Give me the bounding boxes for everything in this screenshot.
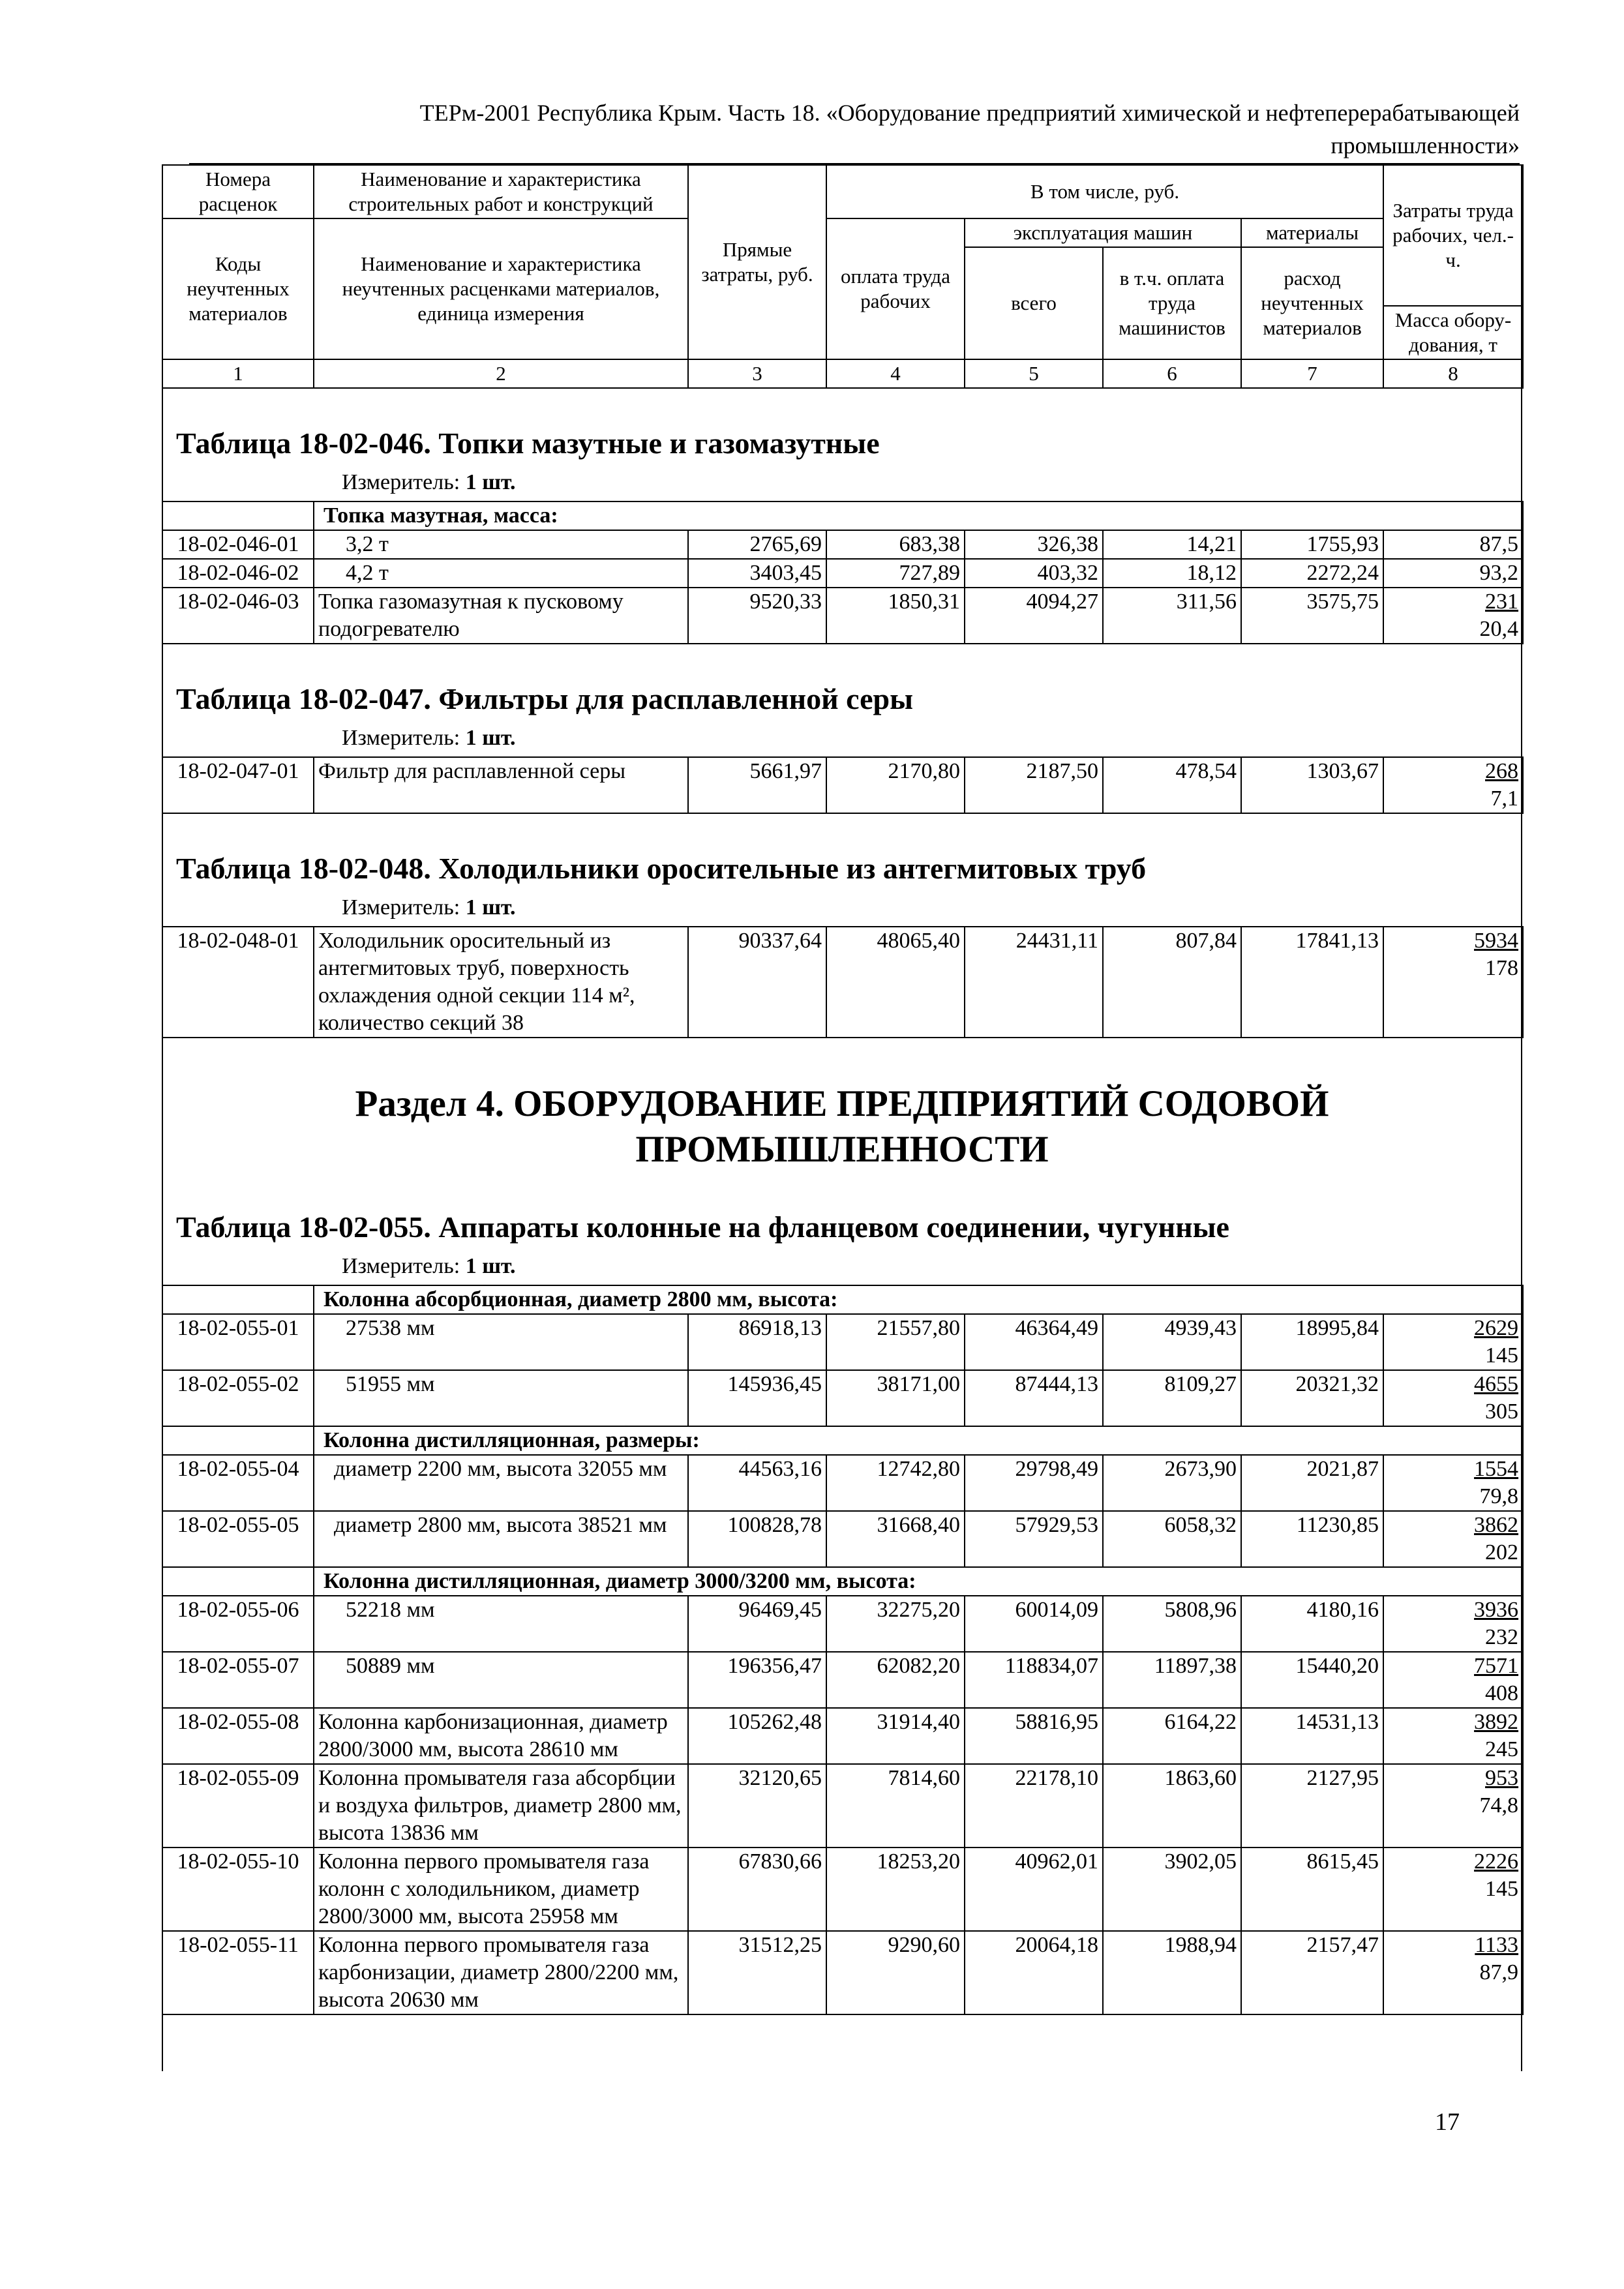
material-consumption: 11230,85 [1241, 1511, 1383, 1567]
row-name: 51955 мм [314, 1370, 688, 1426]
direct-costs: 5661,97 [688, 757, 826, 813]
hdr-labor-hours: Затраты труда рабочих, чел.-ч. [1383, 165, 1523, 306]
machines-total: 118834,07 [965, 1652, 1103, 1708]
table-row [162, 588, 1523, 644]
row-name: диаметр 2200 мм, высота 32055 мм [314, 1455, 688, 1511]
rows-055-c [162, 1596, 1523, 1708]
machines-total: 20064,18 [965, 1931, 1103, 2014]
labor-hours-mass [1383, 757, 1523, 813]
data-table-046 [162, 501, 1524, 644]
labor-hours: 2629 [1474, 1316, 1519, 1340]
table-row [162, 1708, 1523, 1764]
operator-pay: 5808,96 [1103, 1596, 1241, 1652]
equipment-mass: 145 [1485, 1343, 1519, 1368]
row-name: диаметр 2800 мм, высота 38521 мм [314, 1511, 688, 1567]
labor-hours-mass [1383, 1708, 1523, 1764]
hdr-colnum-7: 7 [1241, 359, 1383, 388]
material-consumption: 1755,93 [1241, 530, 1383, 559]
material-consumption: 20321,32 [1241, 1370, 1383, 1426]
machines-total: 24431,11 [965, 927, 1103, 1038]
hdr-colnum-3: 3 [688, 359, 826, 388]
worker-pay: 1850,31 [826, 588, 965, 644]
hdr-work-name: Наименование и характеристика строительных работ и конструкций [314, 165, 688, 218]
group-row: Колонна абсорбционная, диаметр 2800 мм, высота: [314, 1285, 1523, 1314]
worker-pay: 31668,40 [826, 1511, 965, 1567]
document-body [162, 164, 1522, 2015]
material-consumption: 8615,45 [1241, 1848, 1383, 1931]
equipment-mass: 7,1 [1490, 786, 1518, 811]
hdr-equipment-mass: Масса обору-дования, т [1383, 306, 1523, 359]
measure-048 [162, 888, 1522, 926]
rate-code: 18-02-046-02 [162, 559, 314, 588]
table-row [162, 927, 1523, 1038]
measure-046 [162, 463, 1522, 501]
equipment-mass: 305 [1485, 1399, 1519, 1424]
machines-total: 403,32 [965, 559, 1103, 588]
machines-total: 46364,49 [965, 1314, 1103, 1370]
material-consumption: 2272,24 [1241, 559, 1383, 588]
machines-total: 2187,50 [965, 757, 1103, 813]
labor-hours-mass [1383, 559, 1523, 588]
labor-hours-mass [1383, 1596, 1523, 1652]
table-row [162, 1596, 1523, 1652]
rate-code: 18-02-048-01 [162, 927, 314, 1038]
material-consumption: 18995,84 [1241, 1314, 1383, 1370]
machines-total: 58816,95 [965, 1708, 1103, 1764]
labor-hours-mass [1383, 588, 1523, 644]
machines-total: 57929,53 [965, 1511, 1103, 1567]
material-consumption: 3575,75 [1241, 588, 1383, 644]
worker-pay: 48065,40 [826, 927, 965, 1038]
labor-hours-mass [1383, 1764, 1523, 1848]
labor-hours-mass [1383, 1314, 1523, 1370]
row-name: 4,2 т [314, 559, 688, 588]
measure-label: Измеритель: [342, 470, 460, 494]
hdr-materials: материалы [1241, 218, 1383, 247]
hdr-operator-pay: в т.ч. оплата труда машинистов [1103, 247, 1241, 359]
worker-pay: 31914,40 [826, 1708, 965, 1764]
labor-hours-mass [1383, 1455, 1523, 1511]
measure-value: 1 шт. [465, 895, 516, 920]
operator-pay: 6058,32 [1103, 1511, 1241, 1567]
measure-label: Измеритель: [342, 895, 460, 920]
labor-hours: 93,2 [1479, 561, 1519, 585]
table-row [162, 1764, 1523, 1848]
labor-hours: 3936 [1474, 1598, 1519, 1622]
hdr-including: В том числе, руб. [826, 165, 1383, 218]
rows-055-d [162, 1708, 1523, 2014]
operator-pay: 478,54 [1103, 757, 1241, 813]
table-row [162, 1652, 1523, 1708]
operator-pay: 2673,90 [1103, 1455, 1241, 1511]
group-row: Колонна дистилляционная, размеры: [314, 1426, 1523, 1455]
material-consumption: 2157,47 [1241, 1931, 1383, 2014]
equipment-mass: 79,8 [1479, 1484, 1519, 1508]
labor-hours: 4655 [1474, 1372, 1519, 1396]
labor-hours-mass [1383, 1652, 1523, 1708]
direct-costs: 196356,47 [688, 1652, 826, 1708]
table-row [162, 1511, 1523, 1567]
labor-hours: 7571 [1474, 1654, 1519, 1678]
operator-pay: 311,56 [1103, 588, 1241, 644]
direct-costs: 145936,45 [688, 1370, 826, 1426]
rows-055-b [162, 1455, 1523, 1567]
row-name: Топка газомазутная к пусковому подогревателю [314, 588, 688, 644]
measure-value: 1 шт. [465, 1254, 516, 1278]
equipment-mass: 87,9 [1479, 1960, 1519, 1984]
row-name: Колонна первого промывателя газа карбонизации, диаметр 2800/2200 мм, высота 20630 мм [314, 1931, 688, 2014]
material-consumption: 15440,20 [1241, 1652, 1383, 1708]
worker-pay: 32275,20 [826, 1596, 965, 1652]
hdr-material-name: Наименование и характеристика неучтенных расценками материалов, единица измерения [314, 218, 688, 359]
machines-total: 40962,01 [965, 1848, 1103, 1931]
hdr-colnum-4: 4 [826, 359, 965, 388]
hdr-direct-costs: Прямые затраты, руб. [688, 165, 826, 359]
labor-hours: 2226 [1474, 1849, 1519, 1874]
labor-hours: 953 [1485, 1766, 1519, 1790]
rows-048 [162, 927, 1523, 1038]
row-name: Колонна карбонизационная, диаметр 2800/3000 мм, высота 28610 мм [314, 1708, 688, 1764]
labor-hours: 231 [1485, 590, 1519, 614]
machines-total: 22178,10 [965, 1764, 1103, 1848]
hdr-machine-operation: эксплуатация машин [965, 218, 1241, 247]
labor-hours: 3862 [1474, 1513, 1519, 1537]
labor-hours: 87,5 [1479, 532, 1519, 556]
data-table-048 [162, 926, 1524, 1038]
hdr-colnum-1: 1 [162, 359, 314, 388]
table-row [162, 530, 1523, 559]
rows-047 [162, 757, 1523, 813]
operator-pay: 807,84 [1103, 927, 1241, 1038]
machines-total: 29798,49 [965, 1455, 1103, 1511]
rate-code: 18-02-055-09 [162, 1764, 314, 1848]
direct-costs: 44563,16 [688, 1455, 826, 1511]
machines-total: 4094,27 [965, 588, 1103, 644]
column-header-table [162, 164, 1524, 389]
data-table-047 [162, 756, 1524, 814]
row-name: 3,2 т [314, 530, 688, 559]
page-number: 17 [1435, 2108, 1460, 2136]
worker-pay: 62082,20 [826, 1652, 965, 1708]
rate-code: 18-02-055-10 [162, 1848, 314, 1931]
operator-pay: 6164,22 [1103, 1708, 1241, 1764]
rate-code: 18-02-055-11 [162, 1931, 314, 2014]
rate-code: 18-02-055-05 [162, 1511, 314, 1567]
direct-costs: 32120,65 [688, 1764, 826, 1848]
material-consumption: 17841,13 [1241, 927, 1383, 1038]
material-consumption: 2127,95 [1241, 1764, 1383, 1848]
rate-code: 18-02-055-08 [162, 1708, 314, 1764]
table-title-048: Таблица 18-02-048. Холодильники оросительные из антегмитовых труб [176, 852, 1147, 885]
worker-pay: 727,89 [826, 559, 965, 588]
machines-total: 326,38 [965, 530, 1103, 559]
table-title-047: Таблица 18-02-047. Фильтры для расплавленной серы [176, 682, 914, 715]
direct-costs: 90337,64 [688, 927, 826, 1038]
section-title-line1: Раздел 4. ОБОРУДОВАНИЕ ПРЕДПРИЯТИЙ СОДОВОЙ [355, 1083, 1329, 1124]
rate-code: 18-02-055-02 [162, 1370, 314, 1426]
equipment-mass: 232 [1485, 1625, 1519, 1649]
measure-label: Измеритель: [342, 1254, 460, 1278]
row-name: Колонна промывателя газа абсорбции и воздуха фильтров, диаметр 2800 мм, высота 13836 мм [314, 1764, 688, 1848]
worker-pay: 2170,80 [826, 757, 965, 813]
operator-pay: 3902,05 [1103, 1848, 1241, 1931]
row-name: 52218 мм [314, 1596, 688, 1652]
hdr-rate-numbers: Номера расценок [162, 165, 314, 218]
measure-047 [162, 719, 1522, 756]
measure-value: 1 шт. [465, 470, 516, 494]
row-name: Колонна первого промывателя газа колонн с холодильником, диаметр 2800/3000 мм, высота 25958 мм [314, 1848, 688, 1931]
rate-code: 18-02-046-01 [162, 530, 314, 559]
table-row [162, 1848, 1523, 1931]
direct-costs: 67830,66 [688, 1848, 826, 1931]
rate-code: 18-02-046-03 [162, 588, 314, 644]
measure-055 [162, 1247, 1522, 1285]
labor-hours: 1133 [1475, 1933, 1519, 1957]
equipment-mass: 178 [1485, 956, 1518, 980]
measure-label: Измеритель: [342, 726, 460, 750]
worker-pay: 9290,60 [826, 1931, 965, 2014]
direct-costs: 31512,25 [688, 1931, 826, 2014]
material-consumption: 1303,67 [1241, 757, 1383, 813]
data-table-055 [162, 1285, 1524, 2015]
labor-hours-mass [1383, 1848, 1523, 1931]
table-title-046: Таблица 18-02-046. Топки мазутные и газомазутные [176, 426, 880, 460]
labor-hours: 1554 [1474, 1457, 1519, 1481]
direct-costs: 9520,33 [688, 588, 826, 644]
material-consumption: 2021,87 [1241, 1455, 1383, 1511]
row-name: Холодильник оросительный из антегмитовых труб, поверхность охлаждения одной секции 114 м², количество секций 38 [314, 927, 688, 1038]
rate-code: 18-02-055-01 [162, 1314, 314, 1370]
worker-pay: 21557,80 [826, 1314, 965, 1370]
labor-hours-mass [1383, 1370, 1523, 1426]
worker-pay: 683,38 [826, 530, 965, 559]
group-row: Топка мазутная, масса: [314, 501, 1523, 530]
hdr-colnum-5: 5 [965, 359, 1103, 388]
running-header-line2: промышленности» [1331, 132, 1520, 158]
rate-code: 18-02-055-04 [162, 1455, 314, 1511]
section-title-line2: ПРОМЫШЛЕННОСТИ [635, 1129, 1049, 1170]
direct-costs: 3403,45 [688, 559, 826, 588]
equipment-mass: 145 [1485, 1877, 1519, 1901]
table-row [162, 1931, 1523, 2014]
running-header [189, 97, 1520, 162]
rate-code: 18-02-055-07 [162, 1652, 314, 1708]
operator-pay: 4939,43 [1103, 1314, 1241, 1370]
labor-hours: 268 [1485, 759, 1518, 783]
hdr-colnum-8: 8 [1383, 359, 1523, 388]
worker-pay: 18253,20 [826, 1848, 965, 1931]
labor-hours: 5934 [1474, 929, 1518, 953]
rows-055-a [162, 1314, 1523, 1426]
labor-hours-mass [1383, 927, 1523, 1038]
table-row [162, 1314, 1523, 1370]
row-name: 27538 мм [314, 1314, 688, 1370]
labor-hours-mass [1383, 1931, 1523, 2014]
table-row [162, 559, 1523, 588]
operator-pay: 18,12 [1103, 559, 1241, 588]
table-title-055: Таблица 18-02-055. Аппараты колонные на фланцевом соединении, чугунные [176, 1210, 1229, 1244]
measure-value: 1 шт. [465, 726, 516, 750]
material-consumption: 4180,16 [1241, 1596, 1383, 1652]
operator-pay: 11897,38 [1103, 1652, 1241, 1708]
labor-hours-mass [1383, 1511, 1523, 1567]
operator-pay: 1863,60 [1103, 1764, 1241, 1848]
worker-pay: 12742,80 [826, 1455, 965, 1511]
material-consumption: 14531,13 [1241, 1708, 1383, 1764]
equipment-mass: 408 [1485, 1681, 1519, 1705]
rate-code: 18-02-047-01 [162, 757, 314, 813]
hdr-material-codes: Коды неучтенных материалов [162, 218, 314, 359]
group-row: Колонна дистилляционная, диаметр 3000/3200 мм, высота: [314, 1567, 1523, 1596]
direct-costs: 100828,78 [688, 1511, 826, 1567]
row-name: 50889 мм [314, 1652, 688, 1708]
labor-hours: 3892 [1474, 1710, 1519, 1734]
row-name: Фильтр для расплавленной серы [314, 757, 688, 813]
table-row [162, 1370, 1523, 1426]
operator-pay: 14,21 [1103, 530, 1241, 559]
hdr-colnum-2: 2 [314, 359, 688, 388]
hdr-machines-total: всего [965, 247, 1103, 359]
worker-pay: 7814,60 [826, 1764, 965, 1848]
rate-code: 18-02-055-06 [162, 1596, 314, 1652]
direct-costs: 2765,69 [688, 530, 826, 559]
section-title [162, 1038, 1522, 1173]
hdr-colnum-6: 6 [1103, 359, 1241, 388]
running-header-line1: ТЕРм-2001 Республика Крым. Часть 18. «Оборудование предприятий химической и нефтеперерабатывающей [419, 100, 1520, 126]
direct-costs: 86918,13 [688, 1314, 826, 1370]
equipment-mass: 20,4 [1479, 617, 1519, 641]
direct-costs: 105262,48 [688, 1708, 826, 1764]
worker-pay: 38171,00 [826, 1370, 965, 1426]
machines-total: 87444,13 [965, 1370, 1103, 1426]
direct-costs: 96469,45 [688, 1596, 826, 1652]
equipment-mass: 245 [1485, 1737, 1519, 1761]
equipment-mass: 74,8 [1479, 1793, 1519, 1818]
machines-total: 60014,09 [965, 1596, 1103, 1652]
table-row [162, 1455, 1523, 1511]
hdr-worker-pay: оплата труда рабочих [826, 218, 965, 359]
operator-pay: 1988,94 [1103, 1931, 1241, 2014]
equipment-mass: 202 [1485, 1540, 1519, 1564]
rows-046 [162, 530, 1523, 644]
table-row [162, 757, 1523, 813]
labor-hours-mass [1383, 530, 1523, 559]
operator-pay: 8109,27 [1103, 1370, 1241, 1426]
hdr-material-consumption: расход неучтенных материалов [1241, 247, 1383, 359]
